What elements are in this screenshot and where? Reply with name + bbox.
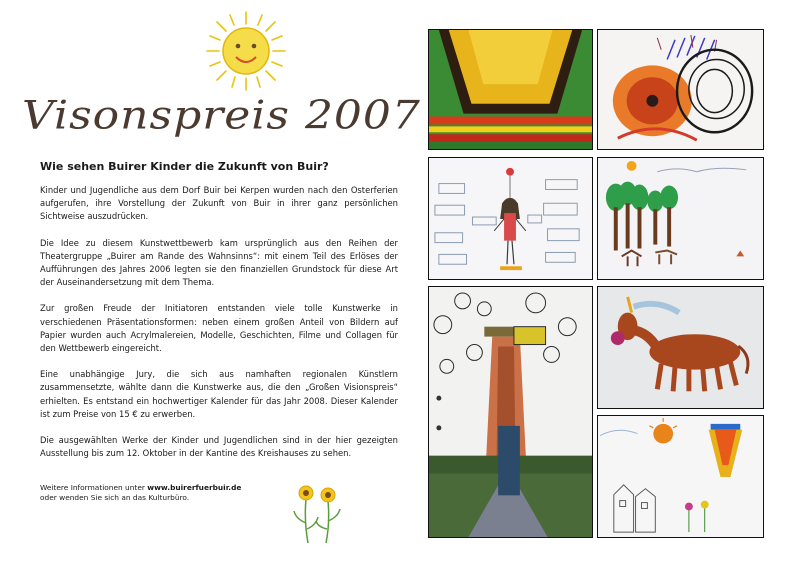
paragraph-1: Kinder und Jugendliche aus dem Dorf Buir bei Kerpen wurden nach den Osterferien aufgerufen, ihre Vorstellung der Zukunft von Buir in ihrer ganz persönlichen Sichtweise auszudrücken. [40,185,398,222]
paragraph-3: Zur großen Freude der Initiatoren entstanden viele tolle Kunstwerke in verschiedenen Präsentationsformen: neben einem großen Anteil von Bildern auf Papier wurden auch Acrylmalereien, Modelle, Geschichten, Filme und Collagen für den Wettbewerb eingereicht. [40,303,398,354]
artwork-6 [597,286,764,409]
footnote-line-2: oder wenden Sie sich an das Kulturbüro. [40,493,190,502]
article [40,160,398,473]
artwork-2 [597,29,764,150]
artwork-5 [428,286,593,538]
artwork-1 [428,29,593,150]
footnote-line-1 [40,483,241,493]
flowers-drawing [292,483,344,545]
artwork-4 [597,157,764,280]
title-text: Visonspreis 2007 [22,92,421,139]
page-title [22,90,421,152]
paragraph-2: Die Idee zu diesem Kunstwettbewerb kam ursprünglich aus den Reihen der Theatergruppe „Buirer am Rande des Wahnsinns“: mit einem Teil des Erlöses der Aufführungen des Jahres 2006 legten sie den finanziellen Grundstock für diese Art der Auseinandersetzung mit dem Thema. [40,237,398,288]
paragraph-4: Eine unabhängige Jury, die sich aus namhaften regionalen Künstlern zusammensetzte, wählte dann die Kunstwerke aus, die den „Großen Visionspreis“ erhielten. Es entstand ein hochwertiger Kalender für das Jahr 2008. Dieser Kalender ist zum Preise von 15 € zu erwerben. [40,369,398,419]
sun-drawing [205,10,287,92]
headline: Wie sehen Buirer Kinder die Zukunft von Buir? [40,160,329,173]
footnote [40,483,241,503]
footnote-prefix: Weitere Informationen unter [40,483,148,492]
artwork-3 [428,157,593,280]
paragraph-5: Die ausgewählten Werke der Kinder und Jugendlichen sind in der hier gezeigten Ausstellung bis zum 12. Oktober in der Kantine des Kreishauses zu sehen. [40,435,398,459]
website-link[interactable]: www.buirerfuerbuir.de [147,483,242,492]
artwork-7 [597,415,764,538]
